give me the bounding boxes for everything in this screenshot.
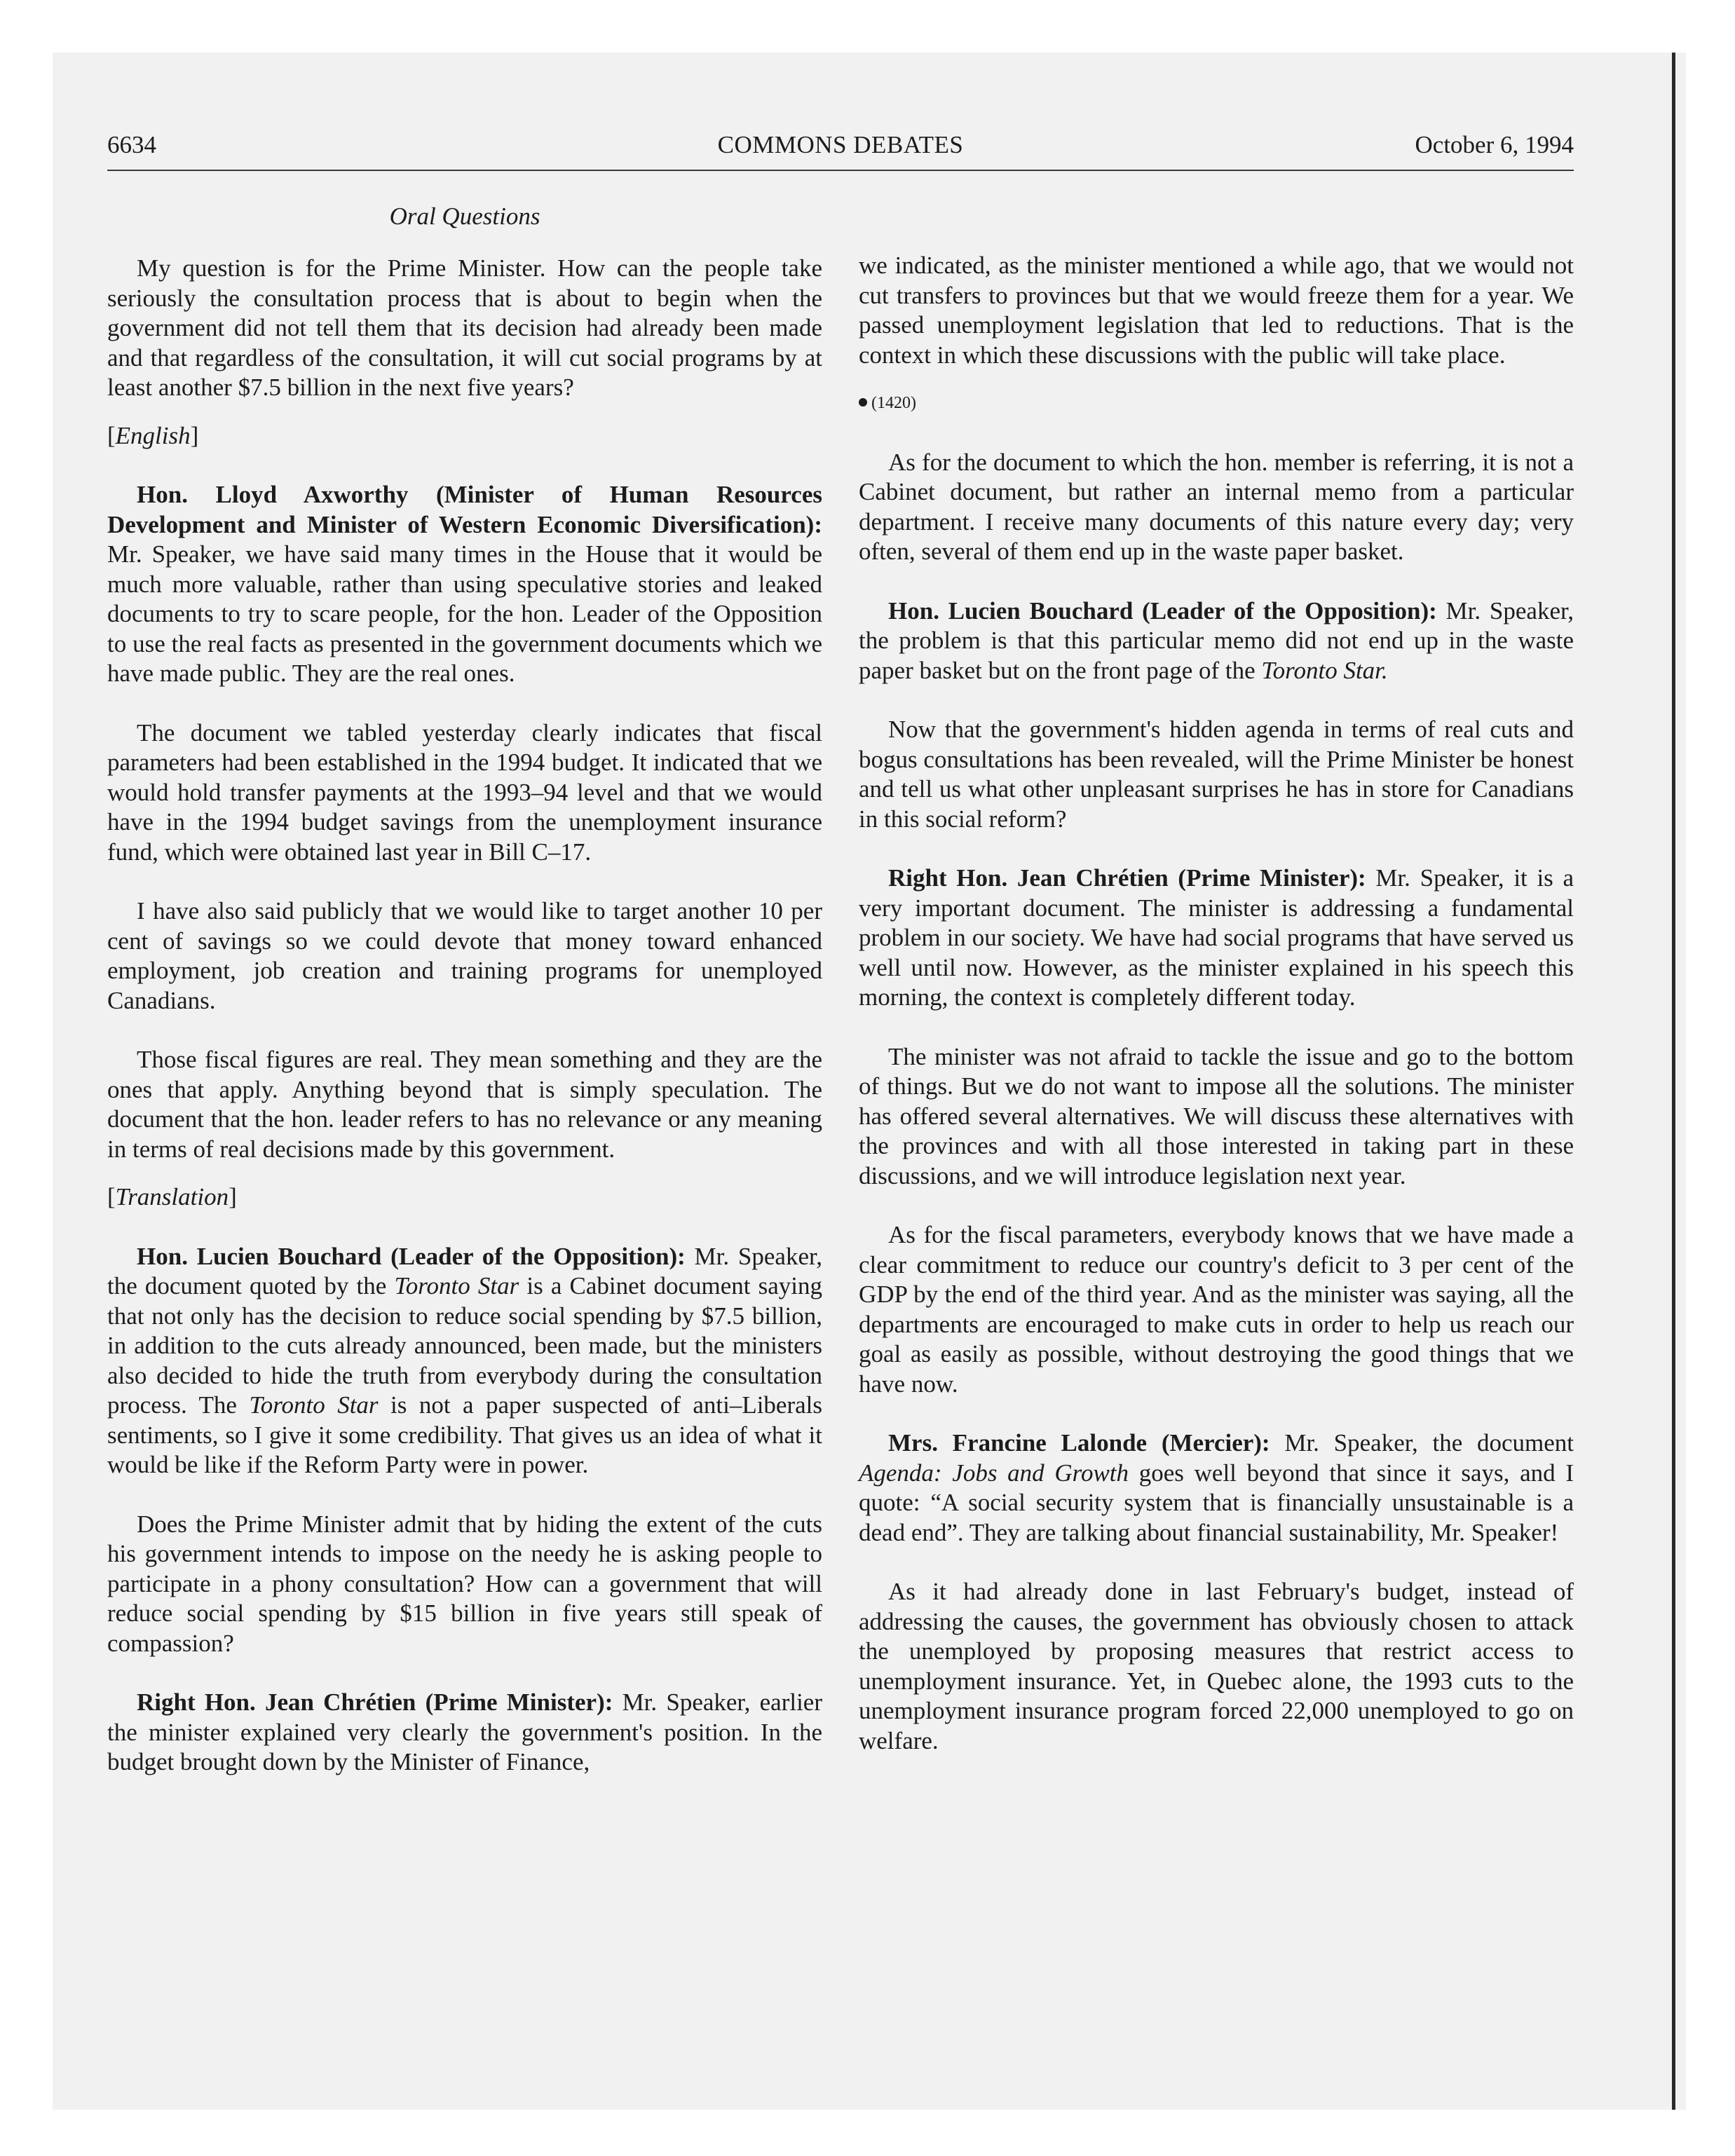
language-tag: [Translation] bbox=[107, 1183, 237, 1210]
time-stamp-text: (1420) bbox=[871, 394, 916, 412]
speech-lalonde bbox=[859, 1428, 1574, 1548]
newspaper-name: Toronto Star bbox=[249, 1391, 379, 1419]
speaker-name: Right Hon. Jean Chrétien (Prime Minister): bbox=[137, 1688, 613, 1716]
speech-axworthy bbox=[107, 480, 822, 689]
publication-title: COMMONS DEBATES bbox=[717, 131, 964, 158]
left-column bbox=[107, 254, 822, 1807]
speech-text: Mr. Speaker, the document quoted by the bbox=[107, 1242, 822, 1299]
paragraph: As for the fiscal parameters, everybody knows that we have made a clear commitment to reduce our country's deficit to 3 per cent of the GDP by the end of the third year. And as the minister was saying, all the departments are encouraged to make cuts in order to help us reach our goal as easily as possible, without destroying the good things that we have now. bbox=[859, 1221, 1574, 1398]
newspaper-name: Toronto Star bbox=[394, 1272, 519, 1299]
paragraph: we indicated, as the minister mentioned a while ago, that we would not cut transfers to provinces but that we would freeze them for a year. We passed unemployment legislation that led to reductions. That is the context in which these discussions with the public will take place. bbox=[859, 252, 1574, 369]
speech-chretien bbox=[107, 1688, 822, 1778]
paragraph: The minister was not afraid to tackle the issue and go to the bottom of things. But we do not want to impose all the solutions. The minister has offered several alternatives. We will discuss these alternatives with the provinces and with all those interested in taking part in these discussions, and we will introduce legislation next year. bbox=[859, 1042, 1574, 1189]
right-column bbox=[859, 251, 1574, 1785]
speaker-name: Hon. Lucien Bouchard (Leader of the Opposition): bbox=[888, 596, 1437, 625]
header-rule bbox=[107, 170, 1574, 171]
newspaper-name: Toronto Star. bbox=[1261, 656, 1388, 684]
paragraph: Now that the government's hidden agenda in terms of real cuts and bogus consultations has been revealed, will the Prime Minister be honest and tell us what other unpleasant surprises he has in store for Canadians in this social reform? bbox=[859, 716, 1574, 833]
paragraph: Does the Prime Minister admit that by hiding the extent of the cuts his government intends to impose on the needy he is asking people to participate in a phony consultation? How can a government that will reduce social spending by $15 billion in five years still speak of compassion? bbox=[107, 1510, 822, 1657]
speaker-name: Hon. Lucien Bouchard (Leader of the Opposition): bbox=[137, 1242, 686, 1270]
speaker-name: Hon. Lloyd Axworthy (Minister of Human Resources Development and Minister of Western Economic Diversification): bbox=[107, 481, 822, 538]
speech-text: is a Cabinet document saying that not only has the decision to reduce social spending by $7.5 billion, in addition to the cuts already announced, been made, but the ministers also decided to hide the truth from everybody during the consultation process. The bbox=[107, 1272, 822, 1419]
language-tag-text: English bbox=[115, 421, 191, 449]
document-title: Agenda: Jobs and Growth bbox=[859, 1459, 1129, 1487]
language-tag: [English] bbox=[107, 421, 199, 449]
speech-text: Mr. Speaker, the problem is that this particular memo did not end up in the waste paper basket but on the front page of the bbox=[859, 596, 1574, 684]
time-stamp bbox=[859, 388, 1574, 418]
speech-bouchard bbox=[107, 1242, 822, 1480]
speech-text: Mr. Speaker, it is a very important document. The minister is addressing a fundamental problem in our society. We have had social programs that have served us well until now. However, as the minister explained in his speech this morning, the context is completely different today. bbox=[859, 864, 1574, 1011]
paragraph: As for the document to which the hon. member is referring, it is not a Cabinet document, but rather an internal memo from a particular department. I receive many documents of this nature every day; very often, several of them end up in the waste paper basket. bbox=[859, 448, 1574, 565]
speaker-name: Right Hon. Jean Chrétien (Prime Minister): bbox=[888, 864, 1366, 892]
speech-text: is not a paper suspected of anti–Liberals sentiments, so I give it some credibility. That gives us an idea of what it would be like if the Reform Party were in power. bbox=[107, 1391, 822, 1478]
speech-text: Mr. Speaker, we have said many times in the House that it would be much more valuable, rather than using speculative stories and leaked documents to try to scare people, for the hon. Leader of the Opposition to use the real facts as presented in the government documents which we have made public. They are the real ones. bbox=[107, 540, 822, 687]
paragraph: Those fiscal figures are real. They mean something and they are the ones that apply. Anything beyond that is simply speculation. The document that the hon. leader refers to has no relevance or any meaning in terms of real decisions made by this government. bbox=[107, 1046, 822, 1163]
speech-chretien bbox=[859, 864, 1574, 1013]
section-heading: Oral Questions bbox=[389, 203, 540, 230]
paragraph: The document we tabled yesterday clearly indicates that fiscal parameters had been established in the 1994 budget. It indicated that we would hold transfer payments at the 1993–94 level and that we would have in the 1994 budget savings from the unemployment insurance fund, which were obtained last year in Bill C–17. bbox=[107, 718, 822, 866]
page-number: 6634 bbox=[107, 131, 156, 158]
speech-text: goes well beyond that since it says, and I quote: “A social security system that is financially unsustainable is a dead end”. They are talking about financial sustainability, Mr. Speaker! bbox=[859, 1459, 1574, 1546]
publication-date: October 6, 1994 bbox=[1415, 131, 1574, 158]
scan-edge-shadow bbox=[1672, 53, 1675, 2110]
paragraph: I have also said publicly that we would like to target another 10 per cent of savings so we could devote that money toward enhanced employment, job creation and training programs for unemployed Canadians. bbox=[107, 897, 822, 1014]
paragraph: My question is for the Prime Minister. How can the people take seriously the consultation process that is about to begin when the government did not tell them that its decision had already been made and that regardless of the consultation, it will cut social programs by at least another $7.5 billion in the next five years? bbox=[107, 254, 822, 401]
language-tag-text: Translation bbox=[115, 1183, 229, 1210]
speech-text: Mr. Speaker, the document bbox=[1270, 1429, 1574, 1456]
speech-text: Mr. Speaker, earlier the minister explained very clearly the government's position. In the budget brought down by the Minister of Finance, bbox=[107, 1688, 822, 1775]
running-header bbox=[107, 131, 1574, 168]
speaker-name: Mrs. Francine Lalonde (Mercier): bbox=[888, 1429, 1270, 1456]
paragraph: As it had already done in last February's budget, instead of addressing the causes, the government has obviously chosen to attack the unemployed by proposing measures that restrict access to unemployment insurance. Yet, in Quebec alone, the 1993 cuts to the unemployment insurance program forced 22,000 unemployed to go on welfare. bbox=[859, 1578, 1574, 1754]
speech-bouchard bbox=[859, 596, 1574, 686]
bullet-icon bbox=[859, 398, 867, 407]
